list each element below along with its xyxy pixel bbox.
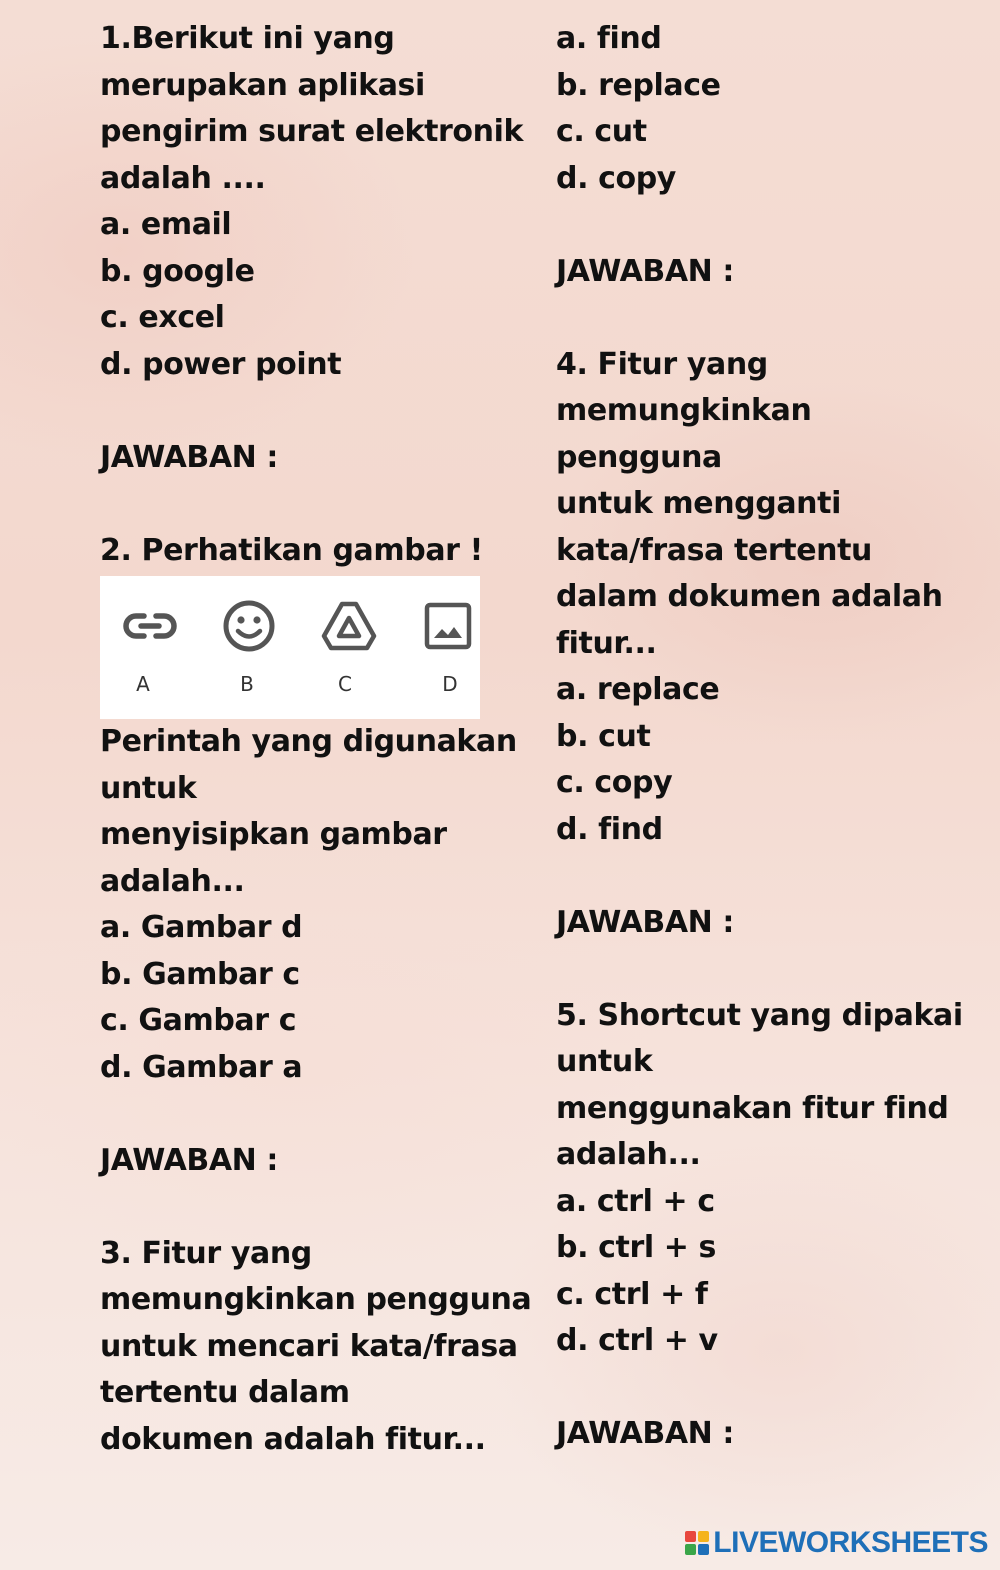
- question-2-text-line: Perintah yang digunakan: [100, 724, 517, 759]
- question-2: [100, 528, 530, 1231]
- question-2-text-line: untuk: [100, 770, 197, 806]
- question-4-option-d: d. find: [556, 811, 663, 847]
- question-2-figure: [100, 576, 480, 719]
- question-1-text-line: merupakan aplikasi: [100, 67, 425, 103]
- question-1-option-c: c. excel: [100, 300, 225, 335]
- question-2-option-d: d. Gambar a: [100, 1049, 303, 1085]
- question-1-answer-label: JAWABAN :: [100, 439, 279, 475]
- question-3-text-line: memungkinkan pengguna: [100, 1282, 532, 1317]
- question-4-text-line: 4. Fitur yang: [556, 346, 768, 382]
- question-5-text-line: untuk: [556, 1044, 653, 1079]
- question-5-option-a: a. ctrl + c: [556, 1183, 715, 1219]
- question-4-text-line: fitur...: [556, 625, 657, 661]
- question-4-option-b: b. cut: [556, 718, 651, 754]
- figure-label-c: C: [338, 672, 352, 696]
- liveworksheets-logo-icon: [685, 1531, 709, 1555]
- left-column: [100, 16, 530, 1463]
- question-2-answer-label: JAWABAN :: [100, 1142, 279, 1178]
- question-2-option-b: b. Gambar c: [100, 956, 300, 992]
- question-5-option-b: b. ctrl + s: [556, 1230, 716, 1265]
- question-3: [100, 1231, 530, 1464]
- question-5-option-c: c. ctrl + f: [556, 1276, 708, 1312]
- question-3-text-line: 3. Fitur yang: [100, 1235, 312, 1271]
- link-icon: [122, 598, 178, 654]
- question-3-option-b: b. replace: [556, 67, 721, 103]
- question-5: [556, 993, 976, 1458]
- question-3-option-c: c. cut: [556, 114, 647, 149]
- question-1-option-b: b. google: [100, 253, 255, 289]
- question-1-option-d: d. power point: [100, 346, 342, 382]
- question-2-text-line: menyisipkan gambar: [100, 817, 447, 852]
- liveworksheets-brand-text: LIVEWORKSHEETS: [713, 1526, 988, 1559]
- question-5-option-d: d. ctrl + v: [556, 1323, 718, 1358]
- question-3-text-line: tertentu dalam: [100, 1375, 350, 1410]
- question-3-text-line: untuk mencari kata/frasa: [100, 1328, 518, 1364]
- question-5-text-line: 5. Shortcut yang dipakai: [556, 997, 963, 1033]
- question-4: [556, 342, 976, 993]
- image-icon: [420, 598, 476, 654]
- question-4-answer-label: JAWABAN :: [556, 904, 735, 940]
- question-3-option-a: a. find: [556, 21, 662, 56]
- question-4-text-line: untuk mengganti: [556, 486, 841, 521]
- question-2-option-a: a. Gambar d: [100, 910, 303, 945]
- question-2-option-c: c. Gambar c: [100, 1003, 297, 1038]
- liveworksheets-logo[interactable]: [685, 1526, 988, 1560]
- question-4-text-line: dalam dokumen adalah: [556, 579, 943, 614]
- question-2-title: 2. Perhatikan gambar !: [100, 532, 483, 568]
- question-1-option-a: a. email: [100, 207, 232, 242]
- figure-label-d: D: [442, 672, 458, 696]
- drive-icon: [321, 598, 377, 654]
- question-1-text-line: 1.Berikut ini yang: [100, 21, 395, 56]
- question-5-text-line: adalah...: [556, 1137, 701, 1172]
- question-4-text-line: kata/frasa tertentu: [556, 532, 872, 568]
- question-3-options: [556, 16, 976, 342]
- figure-label-a: A: [136, 672, 150, 696]
- question-3-option-d: d. copy: [556, 160, 676, 196]
- question-5-text-line: menggunakan fitur find: [556, 1090, 949, 1126]
- question-2-text-line: adalah...: [100, 863, 245, 899]
- question-5-answer-label: JAWABAN :: [556, 1416, 735, 1451]
- question-4-option-a: a. replace: [556, 672, 720, 707]
- question-4-text-line: pengguna: [556, 439, 722, 475]
- figure-label-b: B: [240, 672, 254, 696]
- right-column: [556, 16, 976, 1458]
- smiley-icon: [221, 598, 277, 654]
- question-1: [100, 16, 530, 528]
- question-3-text-line: dokumen adalah fitur...: [100, 1421, 486, 1457]
- question-1-text-line: adalah ....: [100, 160, 266, 196]
- question-3-answer-label: JAWABAN :: [556, 253, 735, 289]
- question-1-text-line: pengirim surat elektronik: [100, 114, 524, 149]
- question-4-option-c: c. copy: [556, 765, 673, 800]
- question-4-text-line: memungkinkan: [556, 393, 812, 428]
